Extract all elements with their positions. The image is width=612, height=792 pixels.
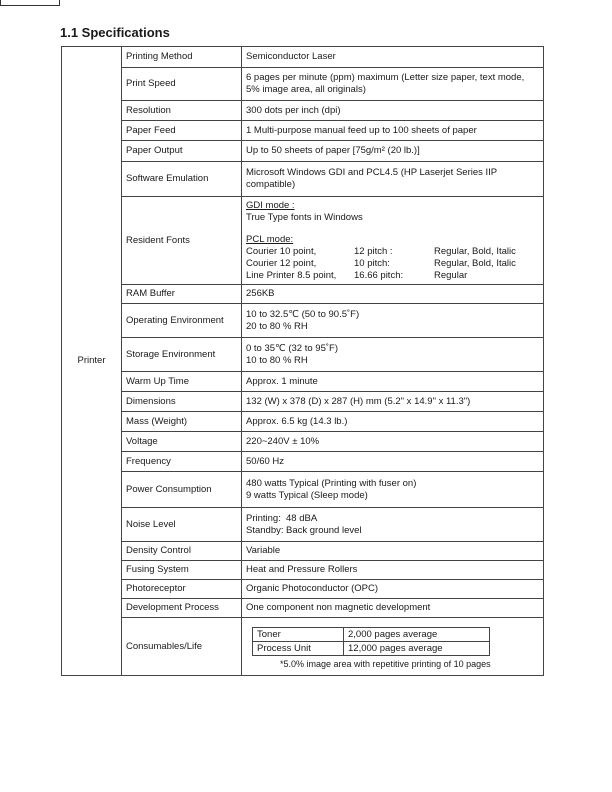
consumable-name: Process Unit xyxy=(253,642,344,656)
spec-value: Approx. 6.5 kg (14.3 lb.) xyxy=(242,412,544,432)
table-row xyxy=(62,162,544,197)
consumables-note: *5.0% image area with repetitive printing of 10 pages xyxy=(280,659,491,669)
spec-value: Up to 50 sheets of paper [75g/m² (20 lb.)] xyxy=(242,141,544,162)
font-styles: Regular, Bold, Italic xyxy=(434,245,516,257)
spec-label: Density Control xyxy=(122,542,242,561)
spec-value: Approx. 1 minute xyxy=(242,372,544,392)
table-row xyxy=(62,508,544,542)
gdi-mode-text: True Type fonts in Windows xyxy=(246,211,363,223)
consumable-life: 2,000 pages average xyxy=(344,628,490,642)
table-row xyxy=(62,432,544,452)
spec-label: Resident Fonts xyxy=(122,197,242,285)
table-row xyxy=(62,121,544,141)
header-corner-box xyxy=(0,0,60,6)
table-row xyxy=(62,197,544,285)
specifications-table xyxy=(61,46,544,676)
consumables-row xyxy=(253,628,490,642)
table-row xyxy=(62,304,544,338)
table-row xyxy=(62,452,544,472)
noise-standby-label: Standby: xyxy=(246,524,284,536)
table-row xyxy=(62,372,544,392)
noise-printing xyxy=(246,513,539,525)
spec-value-line: 480 watts Typical (Printing with fuser on) xyxy=(246,477,417,489)
pcl-font-list xyxy=(246,246,539,282)
spec-label: Paper Output xyxy=(122,141,242,162)
spec-value: 6 pages per minute (ppm) maximum (Letter size paper, text mode, 5% image area, all originals) xyxy=(242,68,544,101)
noise-printing-value: 48 dBA xyxy=(286,512,318,524)
table-row xyxy=(62,47,544,68)
spec-label: Operating Environment xyxy=(122,304,242,338)
spec-label: RAM Buffer xyxy=(122,285,242,304)
table-row xyxy=(62,561,544,580)
spec-label: Fusing System xyxy=(122,561,242,580)
font-styles: Regular, Bold, Italic xyxy=(434,257,516,269)
spec-value-line: 10 to 80 % RH xyxy=(246,354,308,366)
spec-value: Variable xyxy=(242,542,544,561)
spec-value: One component non magnetic development xyxy=(242,599,544,618)
spec-label: Development Process xyxy=(122,599,242,618)
spec-label: Printing Method xyxy=(122,47,242,68)
font-pitch: 16.66 pitch: xyxy=(354,269,404,281)
spec-label: Print Speed xyxy=(122,68,242,101)
spec-value-line: 20 to 80 % RH xyxy=(246,320,308,332)
spec-label: Storage Environment xyxy=(122,338,242,372)
spec-value: Heat and Pressure Rollers xyxy=(242,561,544,580)
font-name: Courier 10 point, xyxy=(246,245,317,257)
consumable-life: 12,000 pages average xyxy=(344,642,490,656)
spec-value: Organic Photoconductor (OPC) xyxy=(242,580,544,599)
spec-value: 1 Multi-purpose manual feed up to 100 sheets of paper xyxy=(242,121,544,141)
spec-value-line: 9 watts Typical (Sleep mode) xyxy=(246,489,368,501)
font-styles: Regular xyxy=(434,269,468,281)
table-row xyxy=(62,472,544,508)
spec-label: Frequency xyxy=(122,452,242,472)
font-name: Courier 12 point, xyxy=(246,257,317,269)
pcl-mode-heading: PCL mode: xyxy=(246,233,294,245)
spec-label: Dimensions xyxy=(122,392,242,412)
gdi-mode-heading: GDI mode : xyxy=(246,199,295,211)
noise-printing-label: Printing: xyxy=(246,512,281,524)
spec-value: 132 (W) x 378 (D) x 287 (H) mm (5.2" x 14.9" x 11.3") xyxy=(242,392,544,412)
consumables-cell xyxy=(242,618,544,676)
font-name: Line Printer 8.5 point, xyxy=(246,269,337,281)
spec-label: Power Consumption xyxy=(122,472,242,508)
spec-label: Software Emulation xyxy=(122,162,242,197)
spec-label: Mass (Weight) xyxy=(122,412,242,432)
spec-value: 256KB xyxy=(242,285,544,304)
table-row xyxy=(62,392,544,412)
table-row xyxy=(62,285,544,304)
spec-label: Paper Feed xyxy=(122,121,242,141)
consumables-table xyxy=(252,627,490,656)
table-row xyxy=(62,580,544,599)
resident-fonts-cell xyxy=(242,197,544,285)
spec-value: Microsoft Windows GDI and PCL4.5 (HP Laserjet Series IIP compatible) xyxy=(242,162,544,197)
spec-value: 220~240V ± 10% xyxy=(242,432,544,452)
table-row xyxy=(62,599,544,618)
consumable-name: Toner xyxy=(253,628,344,642)
spec-value: 50/60 Hz xyxy=(242,452,544,472)
table-row xyxy=(62,618,544,676)
spec-label: Noise Level xyxy=(122,508,242,542)
spec-label: Warm Up Time xyxy=(122,372,242,392)
section-title: 1.1 Specifications xyxy=(60,25,170,40)
spec-value: Semiconductor Laser xyxy=(242,47,544,68)
table-row xyxy=(62,542,544,561)
spec-label: Resolution xyxy=(122,101,242,121)
spec-value xyxy=(242,304,544,338)
table-row xyxy=(62,338,544,372)
spec-value: 300 dots per inch (dpi) xyxy=(242,101,544,121)
group-label: Printer xyxy=(62,47,122,676)
font-pitch: 12 pitch : xyxy=(354,245,393,257)
spec-value xyxy=(242,338,544,372)
spec-label: Photoreceptor xyxy=(122,580,242,599)
spec-value-line: 0 to 35℃ (32 to 95˚F) xyxy=(246,342,338,354)
table-row xyxy=(62,101,544,121)
table-row xyxy=(62,68,544,101)
spec-value xyxy=(242,472,544,508)
noise-standby xyxy=(246,525,539,537)
table-row xyxy=(62,412,544,432)
font-pitch: 10 pitch: xyxy=(354,257,390,269)
spec-value-line: 10 to 32.5℃ (50 to 90.5˚F) xyxy=(246,308,360,320)
spec-label: Consumables/Life xyxy=(122,618,242,676)
noise-level-cell xyxy=(242,508,544,542)
table-row xyxy=(62,141,544,162)
consumables-row xyxy=(253,642,490,656)
noise-standby-value: Back ground level xyxy=(286,524,362,536)
spec-label: Voltage xyxy=(122,432,242,452)
